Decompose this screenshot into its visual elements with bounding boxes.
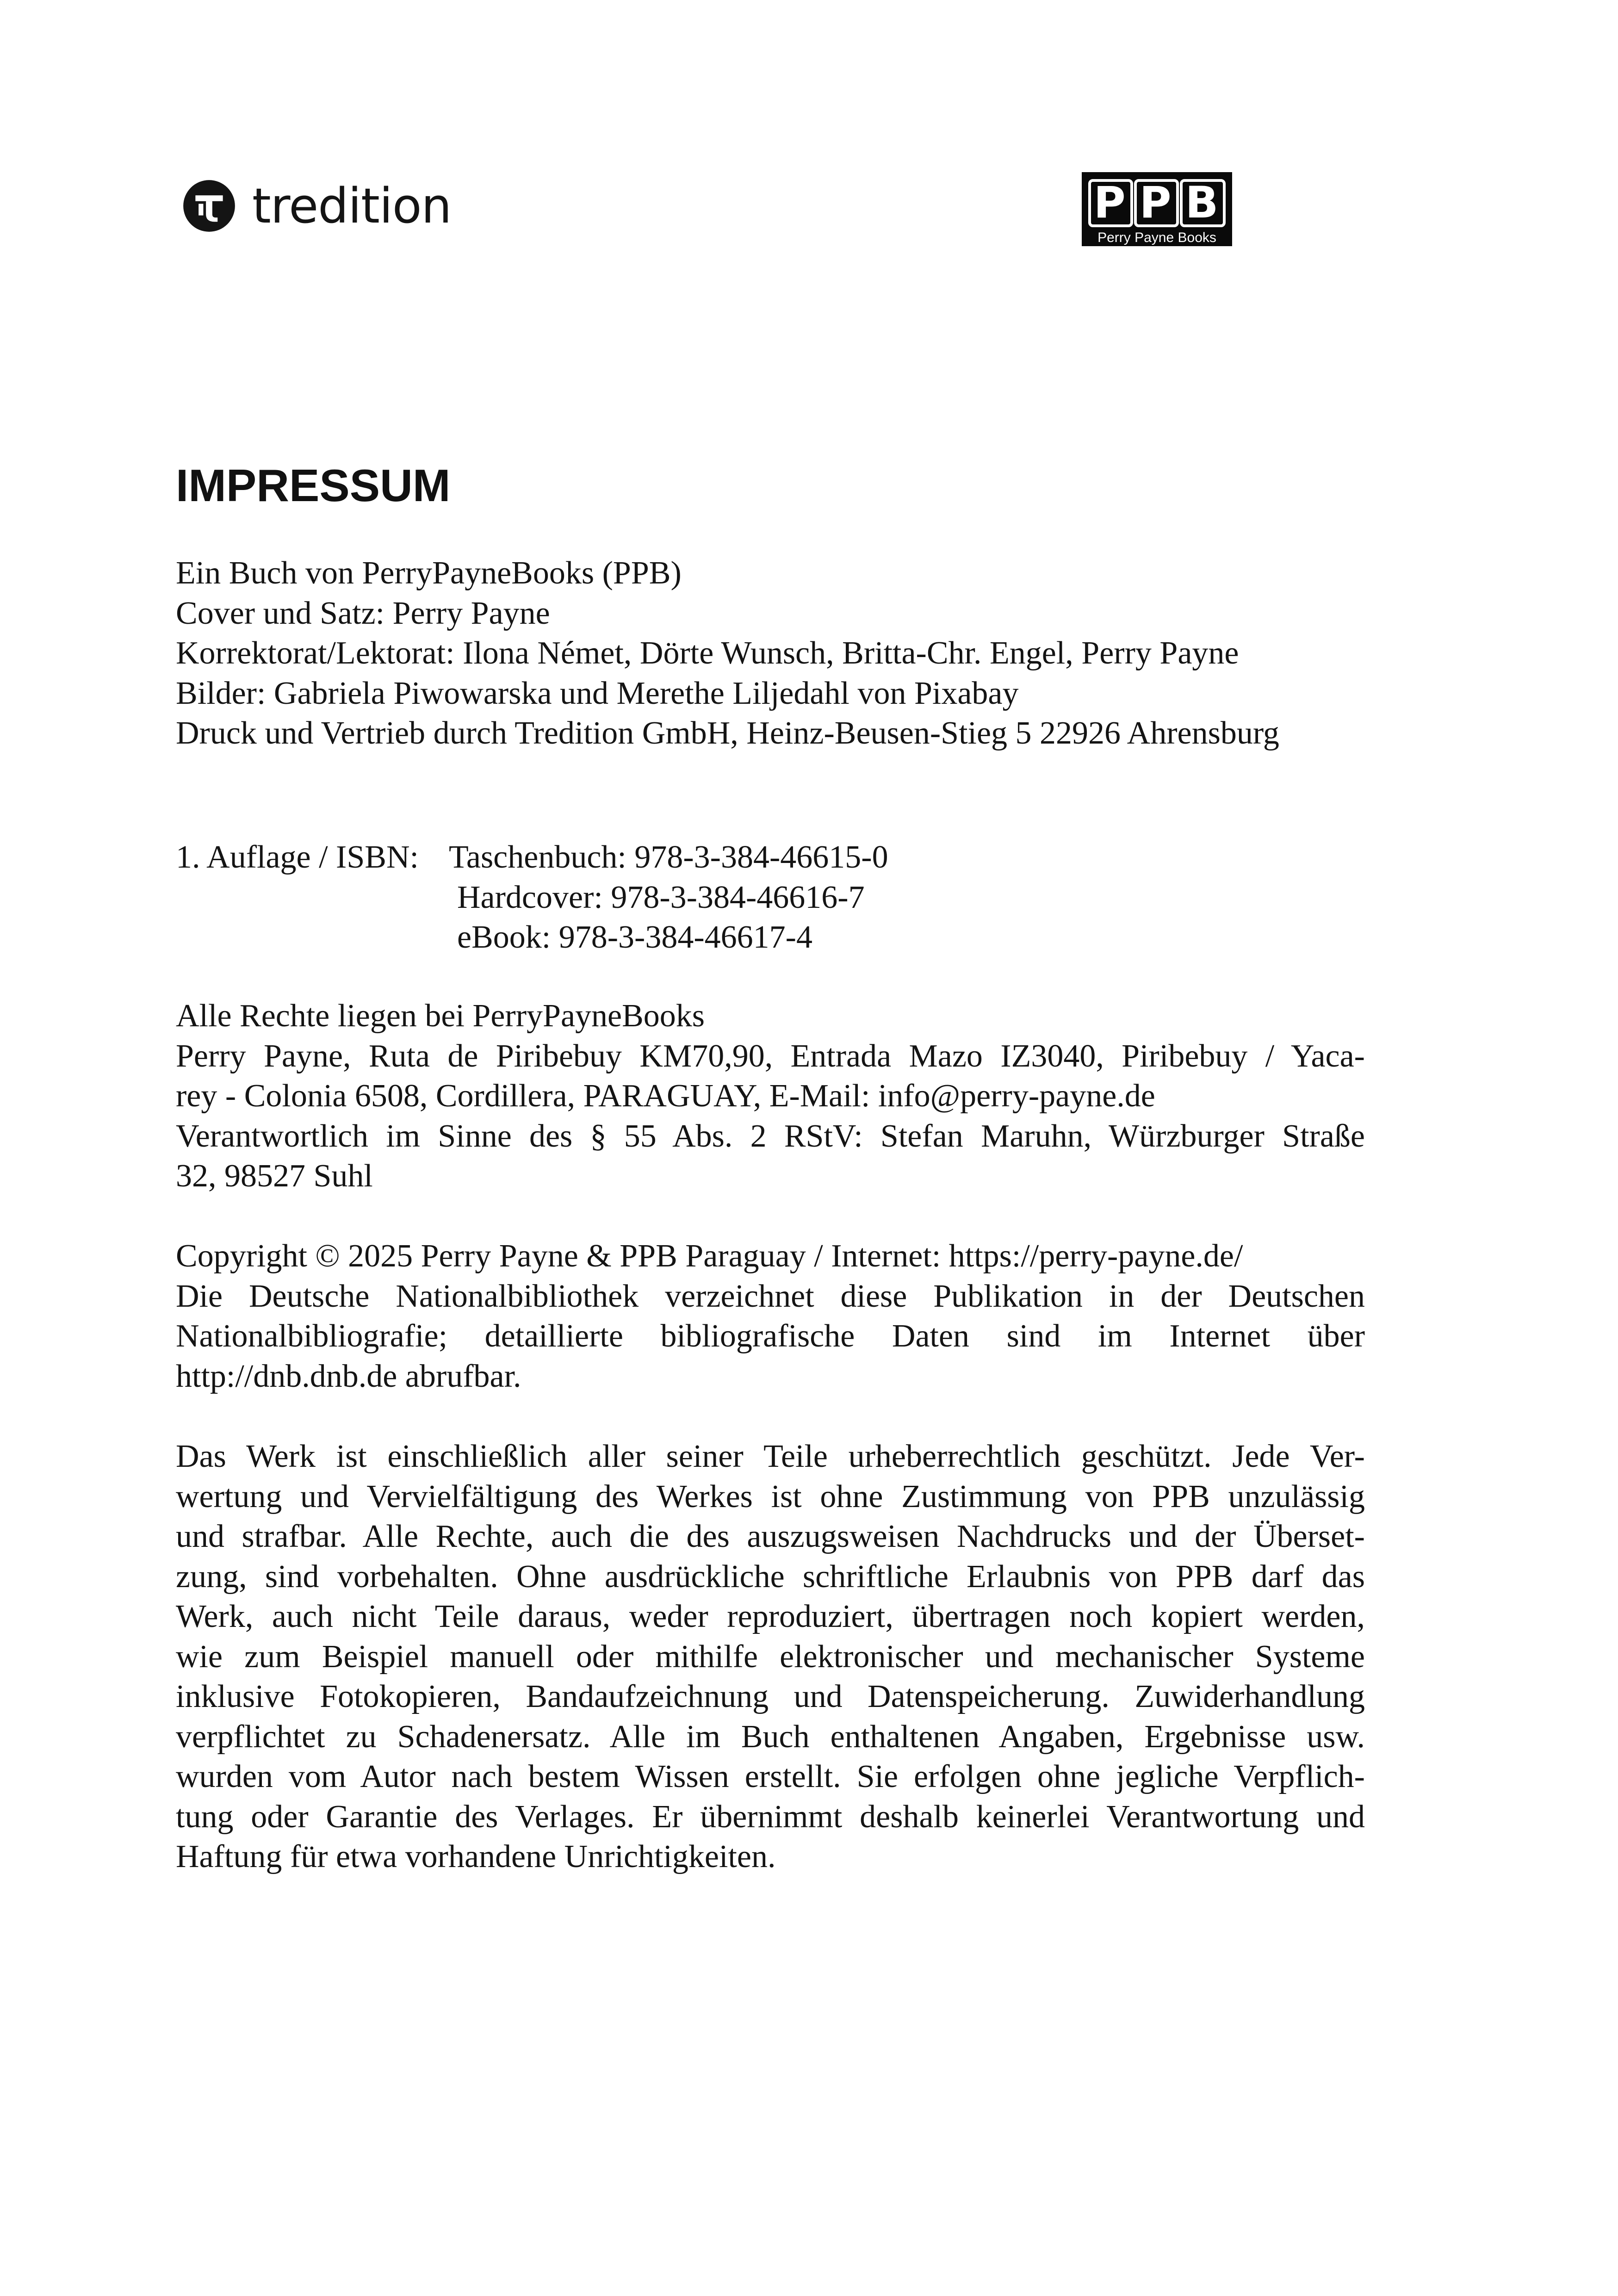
- legal-line: Haftung für etwa vorhandene Unrichtigkeiten.: [176, 1839, 776, 1874]
- ppb-logo: [1082, 172, 1232, 246]
- legal-line: wertung und Vervielfältigung des Werkes ist ohne Zustimmung von PPB unzulässig: [176, 1478, 1365, 1514]
- legal-block: [176, 1437, 1365, 1877]
- legal-line: wurden vom Autor nach bestem Wissen erstellt. Sie erfolgen ohne jegliche Verpflich-: [176, 1759, 1365, 1794]
- copyright-block: [176, 1236, 1365, 1396]
- ppb-logo-letters: P P B: [1088, 174, 1226, 227]
- legal-line: zung, sind vorbehalten. Ohne ausdrückliche schriftliche Erlaubnis von PPB darf das: [176, 1558, 1365, 1595]
- rights-block: [176, 996, 1365, 1197]
- page-title: IMPRESSUM: [176, 460, 451, 511]
- isbn-row: [176, 838, 888, 878]
- tredition-logo: [183, 178, 451, 234]
- rights-line: 32, 98527 Suhl: [176, 1158, 373, 1194]
- credits-line: Druck und Vertrieb durch Tredition GmbH, Heinz-Beusen-Stieg 5 22926 Ahrensburg: [176, 715, 1279, 751]
- credits-line: Bilder: Gabriela Piwowarska und Merethe Liljedahl von Pixabay: [176, 675, 1019, 711]
- copyright-line: http://dnb.dnb.de abrufbar.: [176, 1358, 521, 1394]
- legal-line: Werk, auch nicht Teile daraus, weder reproduziert, übertragen noch kopiert werden,: [176, 1599, 1365, 1634]
- legal-line: verpflichtet zu Schadenersatz. Alle im Buch enthaltenen Angaben, Ergebnisse usw.: [176, 1719, 1365, 1755]
- legal-line: und strafbar. Alle Rechte, auch die des auszugsweisen Nachdrucks und der Überset-: [176, 1519, 1365, 1554]
- rights-line: Alle Rechte liegen bei PerryPayneBooks: [176, 998, 705, 1034]
- legal-line: Das Werk ist einschließlich aller seiner Teile urheberrechtlich geschützt. Jede Ver-: [176, 1439, 1365, 1474]
- ppb-logo-subtitle: Perry Payne Books: [1097, 230, 1216, 245]
- tredition-wordmark: tredition: [252, 178, 452, 234]
- copyright-line: Copyright © 2025 Perry Payne & PPB Paraguay / Internet: https://perry-payne.de/: [176, 1238, 1243, 1274]
- isbn-row: [176, 878, 888, 918]
- credits-block: [176, 553, 1365, 754]
- isbn-value: Taschenbuch: 978-3-384-46615-0: [449, 839, 888, 875]
- isbn-value: eBook: 978-3-384-46617-4: [457, 919, 812, 955]
- rights-line: Perry Payne, Ruta de Piribebuy KM70,90, Entrada Mazo IZ3040, Piribebuy / Yaca-: [176, 1038, 1365, 1074]
- legal-line: wie zum Beispiel manuell oder mithilfe elektronischer und mechanischer Systeme: [176, 1638, 1365, 1675]
- copyright-line: Die Deutsche Nationalbibliothek verzeichnet diese Publikation in der Deutschen: [176, 1278, 1365, 1314]
- credits-line: Ein Buch von PerryPayneBooks (PPB): [176, 555, 682, 591]
- rights-line: rey - Colonia 6508, Cordillera, PARAGUAY, E-Mail: info@perry-payne.de: [176, 1078, 1155, 1114]
- copyright-line: Nationalbibliografie; detaillierte bibliografische Daten sind im Internet über: [176, 1318, 1365, 1354]
- legal-line: tung oder Garantie des Verlages. Er übernimmt deshalb keinerlei Verantwortung und: [176, 1799, 1365, 1835]
- isbn-row: [176, 918, 888, 958]
- credits-line: Cover und Satz: Perry Payne: [176, 595, 550, 631]
- credits-line: Korrektorat/Lektorat: Ilona Német, Dörte Wunsch, Britta-Chr. Engel, Perry Payne: [176, 635, 1239, 671]
- isbn-label: 1. Auflage / ISBN:: [176, 839, 419, 875]
- legal-line: inklusive Fotokopieren, Bandaufzeichnung und Datenspeicherung. Zuwiderhandlung: [176, 1679, 1365, 1714]
- isbn-value: Hardcover: 978-3-384-46616-7: [457, 879, 865, 915]
- rights-line: Verantwortlich im Sinne des § 55 Abs. 2 RStV: Stefan Maruhn, Würzburger Straße: [176, 1118, 1365, 1154]
- tredition-t-icon: [183, 180, 236, 232]
- isbn-block: [176, 838, 888, 958]
